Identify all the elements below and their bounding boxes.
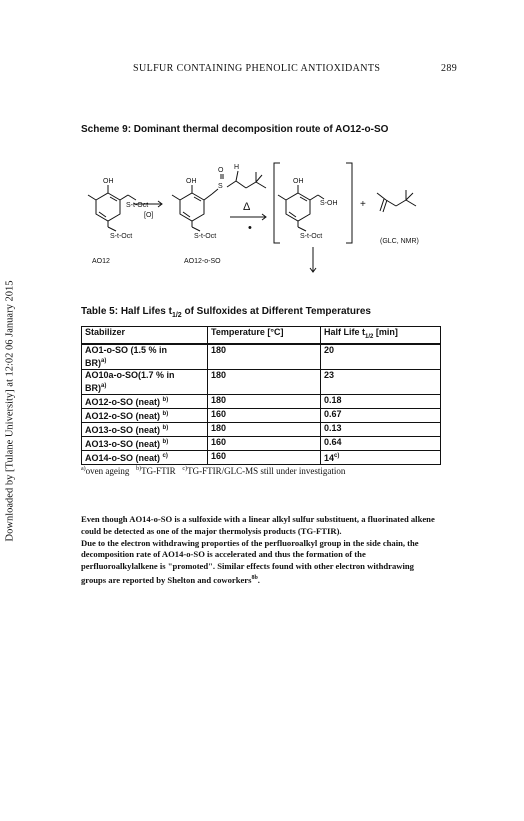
ao12-o-so-s-toct-label: S-t-Oct: [194, 233, 217, 240]
running-title: SULFUR CONTAINING PHENOLIC ANTIOXIDANTS: [133, 63, 381, 74]
ao12-o-so-alkyl: [256, 175, 262, 182]
alkene-double-bond: [383, 200, 387, 212]
temperature-cell: 180: [208, 422, 321, 436]
stabilizer-line1: AO13-o-SO (neat): [85, 438, 161, 449]
ao12-o-so-alkyl: [236, 181, 246, 188]
table-title-suffix: of Sulfoxides at Different Temperatures: [181, 306, 371, 317]
stabilizer-cell: [82, 408, 208, 422]
ao12-o-so-oh-label: OH: [186, 178, 197, 185]
download-watermark: [0, 0, 20, 821]
table-row: [82, 422, 441, 436]
ao12-o-so-benzene-ring: [180, 193, 204, 221]
sulfenic-acid-s-bond: [318, 195, 324, 199]
ao12-compound-label: AO12: [92, 258, 110, 265]
radical-dot: •: [248, 222, 252, 234]
stabilizer-cell: [82, 450, 208, 464]
table-title: [81, 306, 371, 319]
half-life-table: [81, 326, 441, 465]
table-title-prefix: Table 5: Half Lifes t: [81, 306, 172, 317]
ao12-o-so-alkyl: [256, 182, 266, 188]
sulfenic-acid-s-oh-label: S-OH: [320, 200, 338, 207]
stabilizer-cell: [82, 422, 208, 436]
paragraph-2-end: .: [257, 574, 260, 585]
stabilizer-line1: AO12-o-SO (neat): [85, 396, 161, 407]
ao12-benzene-ring: [96, 193, 120, 221]
alkene-tbutyl: [406, 193, 413, 200]
ao12-o-so-compound-label: AO12-o-SO: [184, 258, 221, 265]
header-half-life: [321, 327, 441, 344]
half-life-cell: 0.64: [321, 436, 441, 450]
table-header-row: [82, 327, 441, 344]
ao12-o-so-h-label: H: [234, 164, 240, 171]
table-row: [82, 344, 441, 370]
stabilizer-cell: [82, 344, 208, 370]
sulfenic-acid-s-bottom: [298, 227, 306, 231]
ao12-o-so-s-bottom: [192, 227, 200, 231]
ao12-o-so-alkyl: [236, 171, 238, 181]
intermediate-bracket-left: [274, 163, 280, 243]
heat-symbol: Δ: [243, 201, 251, 213]
alkene-methyl: [377, 193, 386, 200]
header-stabilizer: Stabilizer: [82, 327, 208, 344]
ao12-o-so-ch2: [204, 194, 212, 200]
ao12-s-bottom: [108, 227, 116, 231]
footnote-a-mark: a): [81, 466, 86, 472]
footnote-b-text: TG-FTIR: [141, 466, 176, 476]
paragraph-2-text: Due to the electron withdrawing proporties of the perfluoroalkyl group in the side chain, the decomposition rate of AO14-o-SO is accelerated and thus the formation of the perfluoroalkylalkene is "promoted". Similar effects found with other electron withdrawing groups are reported by Shelton and coworkers: [81, 537, 419, 585]
intermediate-bracket-right: [346, 163, 352, 243]
alkene-chain: [396, 200, 406, 206]
stabilizer-line1: AO13-o-SO (neat): [85, 424, 161, 435]
header-temperature: Temperature [°C]: [208, 327, 321, 344]
stabilizer-line1: AO10a-o-SO(1.7 % in: [85, 369, 175, 380]
page-number: 289: [441, 63, 458, 74]
ao12-o-so-o-label: O: [218, 167, 224, 174]
temperature-cell: 160: [208, 436, 321, 450]
table-title-subscript: 1/2: [171, 312, 182, 319]
download-note: Downloaded by [Tulane University] at 12:02 06 January 2015: [4, 280, 16, 541]
ao12-o-so-alkyl: [227, 181, 236, 187]
sulfenic-acid-s-toct-label: S-t-Oct: [300, 233, 323, 240]
alkene-tbutyl: [406, 200, 416, 206]
footnote-a-text: oven ageing: [85, 466, 130, 476]
half-life-cell: [321, 450, 441, 464]
header-half-life-unit: [min]: [373, 327, 398, 337]
scheme-title: Scheme 9: Dominant thermal decomposition route of AO12-o-SO: [81, 124, 389, 135]
sulfenic-acid-methyl: [278, 195, 286, 200]
stabilizer-cell: [82, 436, 208, 450]
stabilizer-cell: [82, 369, 208, 394]
sulfenic-acid-oh-label: OH: [293, 178, 304, 185]
reaction-scheme: [80, 155, 440, 275]
stabilizer-footnote-mark: a): [101, 382, 107, 389]
body-text: [81, 514, 437, 587]
stabilizer-footnote-mark: b): [162, 438, 169, 445]
stabilizer-line1: AO12-o-SO (neat): [85, 410, 161, 421]
stabilizer-cell: [82, 394, 208, 408]
footnote-b-mark: b): [136, 466, 142, 472]
ao12-oh-label: OH: [103, 178, 114, 185]
table-row: [82, 394, 441, 408]
stabilizer-footnote-mark: c): [162, 452, 168, 459]
alkene-double-bond: [380, 199, 384, 211]
stabilizer-line1: AO14-o-SO (neat): [85, 452, 161, 463]
oxidant-label: [O]: [144, 212, 154, 219]
half-life-cell: 0.13: [321, 422, 441, 436]
reference-mark: 8b: [251, 574, 258, 581]
stabilizer-line2: BR): [85, 382, 101, 393]
half-life-cell: 0.67: [321, 408, 441, 422]
half-life-footnote-mark: c): [334, 452, 340, 459]
temperature-cell: 160: [208, 450, 321, 464]
table-row: [82, 436, 441, 450]
alkene-chain: [386, 200, 396, 206]
ao12-s-toct-bottom-label: S-t-Oct: [110, 233, 133, 240]
paragraph-1: Even though AO14-o-SO is a sulfoxide with a linear alkyl sulfur substituent, a fluorinated alkene could be detected as one of the major thermolysis products (TG-FTIR).: [81, 514, 435, 536]
stabilizer-footnote-mark: b): [162, 410, 169, 417]
stabilizer-footnote-mark: b): [162, 424, 169, 431]
data-table: [81, 326, 441, 465]
header-half-life-sub: 1/2: [365, 333, 374, 340]
header-half-life-text: Half Life t: [324, 327, 366, 337]
footnote-c-mark: c): [182, 466, 188, 472]
stabilizer-footnote-mark: b): [162, 396, 169, 403]
stabilizer-line2: BR): [85, 357, 101, 368]
footnote-c-text: TG-FTIR/GLC-MS still under investigation: [187, 466, 346, 476]
temperature-cell: 180: [208, 344, 321, 370]
half-life-cell: 20: [321, 344, 441, 370]
stabilizer-line1: AO1-o-SO (1.5 % in: [85, 344, 168, 355]
paragraph-2: [81, 538, 437, 587]
plus-sign: +: [360, 199, 366, 210]
table-row: [82, 450, 441, 464]
table-row: [82, 369, 441, 394]
stabilizer-footnote-mark: a): [101, 357, 107, 364]
half-life-value: 14: [324, 452, 335, 463]
table-footnotes: [81, 466, 345, 476]
ao12-o-so-alkyl: [246, 182, 256, 188]
table-row: [82, 408, 441, 422]
glc-nmr-label: (GLC, NMR): [380, 238, 419, 245]
ao12-methyl: [88, 195, 96, 200]
temperature-cell: 180: [208, 369, 321, 394]
temperature-cell: 160: [208, 408, 321, 422]
ao12-ch2: [120, 195, 128, 200]
half-life-cell: 0.18: [321, 394, 441, 408]
sulfenic-acid-ch2: [310, 195, 318, 200]
sulfenic-acid-benzene-ring: [286, 193, 310, 221]
ao12-s-toct-label: S-t-Oct: [126, 202, 149, 209]
ao12-o-so-s-label: S: [218, 183, 223, 190]
ao12-s-bond: [128, 195, 136, 200]
temperature-cell: 180: [208, 394, 321, 408]
half-life-cell: 23: [321, 369, 441, 394]
ao12-o-so-methyl: [172, 195, 180, 200]
